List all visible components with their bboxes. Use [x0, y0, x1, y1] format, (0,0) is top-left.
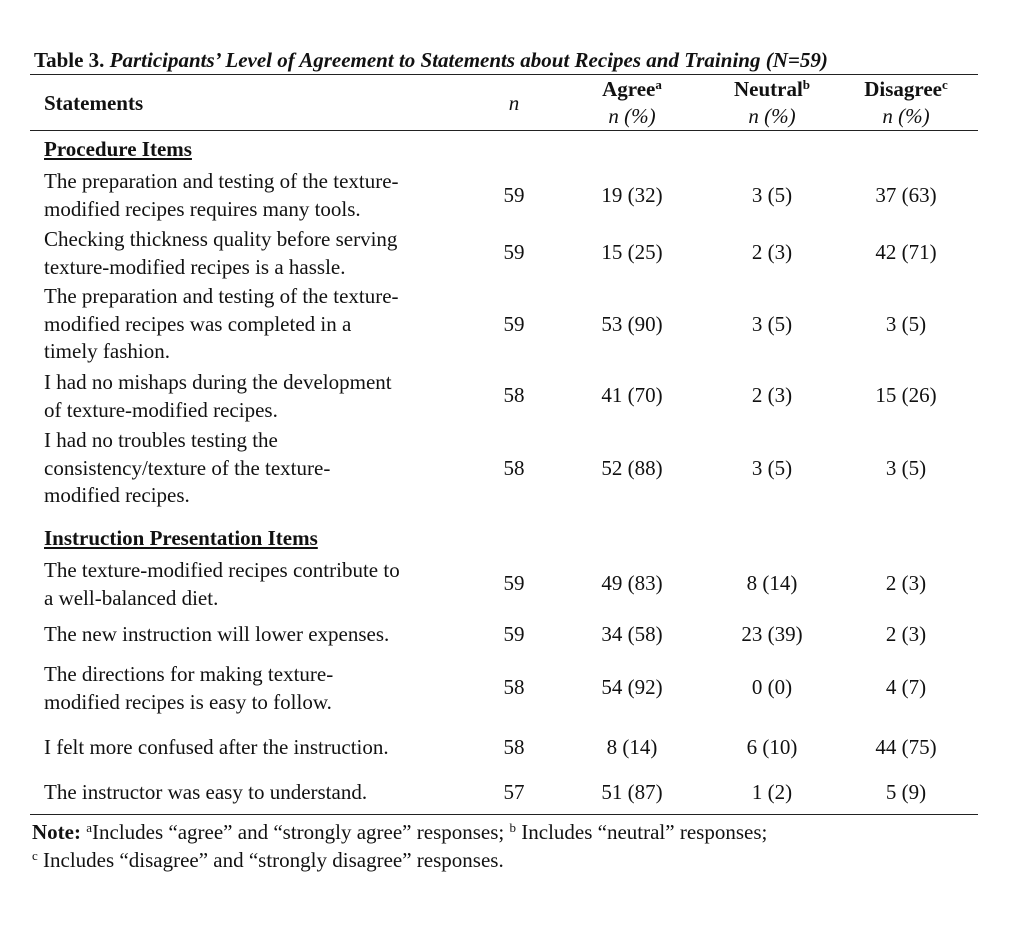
- n-cell: 58: [503, 735, 525, 759]
- neutral-cell: 2 (3): [751, 383, 793, 407]
- statement-cell: I felt more confused after the instruction.: [44, 735, 389, 759]
- disagree-cell: 2 (3): [885, 622, 927, 646]
- agree-cell: 19 (32): [601, 183, 663, 207]
- top-rule: [30, 74, 978, 75]
- n-cell: 59: [503, 571, 525, 595]
- table-title: Participants’ Level of Agreement to Statements about Recipes and Training (N=59): [109, 48, 828, 72]
- header-disagree-sub: n (%): [882, 104, 930, 128]
- disagree-cell: 15 (26): [875, 383, 937, 407]
- n-cell: 59: [503, 240, 525, 264]
- neutral-cell: 6 (10): [746, 735, 798, 759]
- note-text-c: Includes “disagree” and “strongly disagree” responses.: [43, 848, 504, 872]
- header-neutral: Neutral$^b$: [733, 77, 811, 101]
- n-cell: 58: [503, 383, 525, 407]
- disagree-cell: 37 (63): [875, 183, 937, 207]
- statement-cell: The directions for making texture- modified recipes is easy to follow.: [44, 662, 334, 714]
- header-neutral-sub: n (%): [748, 104, 796, 128]
- neutral-cell: 3 (5): [751, 456, 793, 480]
- statement-cell: The new instruction will lower expenses.: [44, 622, 390, 646]
- disagree-cell: 4 (7): [885, 675, 927, 699]
- neutral-cell: 3 (5): [751, 183, 793, 207]
- header-agree-sub: n (%): [608, 104, 656, 128]
- agree-cell: 53 (90): [601, 312, 663, 336]
- table-note: [32, 818, 982, 874]
- note-mark-c: c: [32, 848, 38, 863]
- header-disagree: Disagree$^c$: [864, 77, 948, 101]
- header-statements: Statements: [44, 91, 144, 115]
- footnote-mark-a: a: [655, 77, 662, 92]
- footnote-mark-b: b: [802, 77, 811, 92]
- statement-cell: The preparation and testing of the texture- modified recipes was completed in a timely fashion.: [44, 284, 399, 363]
- agree-cell: 51 (87): [601, 780, 663, 804]
- n-cell: 58: [503, 456, 525, 480]
- disagree-cell: 5 (9): [885, 780, 927, 804]
- section-title-instruction: Instruction Presentation Items: [44, 526, 318, 550]
- neutral-cell: 0 (0): [751, 675, 793, 699]
- agree-cell: 52 (88): [601, 456, 663, 480]
- header-agree: Agree$^a$: [602, 77, 662, 101]
- statement-cell: The instructor was easy to understand.: [44, 780, 368, 804]
- note-mark-b: b: [509, 820, 516, 835]
- disagree-cell: 42 (71): [875, 240, 937, 264]
- agree-cell: 34 (58): [601, 622, 663, 646]
- statement-cell: Checking thickness quality before serving texture-modified recipes is a hassle.: [44, 227, 398, 279]
- n-cell: 59: [503, 622, 525, 646]
- neutral-cell: 3 (5): [751, 312, 793, 336]
- neutral-cell: 1 (2): [751, 780, 793, 804]
- note-text-a: Includes “agree” and “strongly agree” responses;: [92, 820, 505, 844]
- agree-cell: 54 (92): [601, 675, 663, 699]
- n-cell: 58: [503, 675, 525, 699]
- neutral-cell: 8 (14): [746, 571, 798, 595]
- table-caption: [34, 48, 954, 73]
- disagree-cell: 2 (3): [885, 571, 927, 595]
- table-label: Table 3.: [34, 48, 105, 72]
- disagree-cell: 3 (5): [885, 312, 927, 336]
- neutral-cell: 2 (3): [751, 240, 793, 264]
- agree-cell: 8 (14): [606, 735, 658, 759]
- header-rule: [30, 130, 978, 131]
- header-n: n: [508, 91, 520, 115]
- n-cell: 59: [503, 183, 525, 207]
- agree-cell: 41 (70): [601, 383, 663, 407]
- disagree-cell: 44 (75): [875, 735, 937, 759]
- n-cell: 57: [503, 780, 525, 804]
- statement-cell: I had no troubles testing the consistency/texture of the texture- modified recipes.: [44, 428, 331, 507]
- footnote-mark-c: c: [941, 77, 948, 92]
- note-label: Note:: [32, 820, 81, 844]
- statement-cell: The preparation and testing of the texture- modified recipes requires many tools.: [44, 169, 399, 221]
- n-cell: 59: [503, 312, 525, 336]
- disagree-cell: 3 (5): [885, 456, 927, 480]
- statement-cell: I had no mishaps during the development of texture-modified recipes.: [44, 370, 392, 422]
- neutral-cell: 23 (39): [741, 622, 803, 646]
- note-text-b: Includes “neutral” responses;: [521, 820, 768, 844]
- bottom-rule: [30, 814, 978, 815]
- agree-cell: 49 (83): [601, 571, 663, 595]
- statement-cell: The texture-modified recipes contribute to a well-balanced diet.: [44, 558, 400, 610]
- section-title-procedure: Procedure Items: [44, 137, 192, 161]
- note-mark-a: a: [86, 820, 93, 835]
- agree-cell: 15 (25): [601, 240, 663, 264]
